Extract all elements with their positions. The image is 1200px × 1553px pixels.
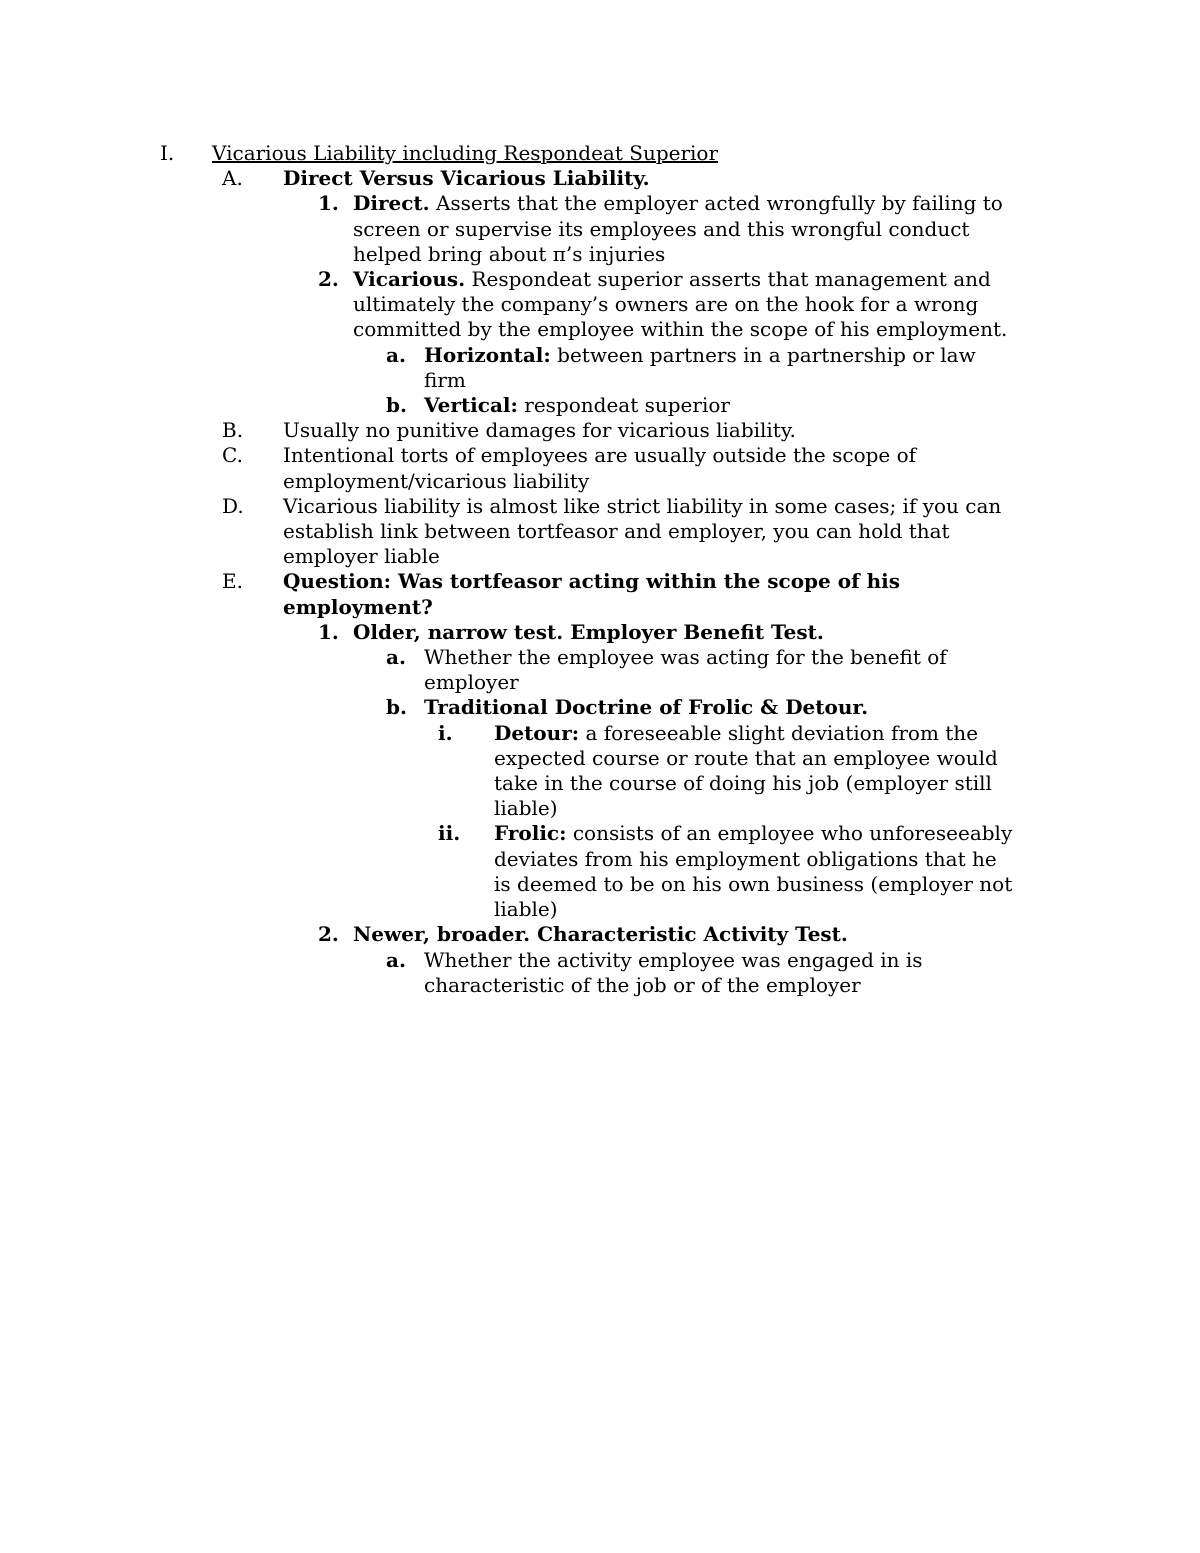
term: Frolic: [494,821,567,846]
text-line: helped bring about π’s injuries [353,241,666,266]
text-line: Whether the activity employee was engaged in is [424,947,923,972]
outline-line [0,469,1200,494]
text-line: Asserts that the employer acted wrongfully by failing to [429,191,1003,216]
outline-line [0,292,1200,317]
outline-item-E1bi [0,721,1200,746]
outline-line [0,317,1200,342]
section-title: Vicarious Liability including Respondeat Superior [212,141,719,165]
term: Detour: [494,720,580,745]
outline-line [0,242,1200,267]
outline-line [0,796,1200,821]
outline-label: b. [386,393,407,418]
test-title: Newer, broader. Characteristic Activity Test. [353,922,848,947]
outline-item-E1 [0,620,1200,645]
text-line: liable) [494,897,558,922]
outline-label: a. [386,645,406,670]
text-line: liable) [494,796,558,821]
outline-item-E1a [0,645,1200,670]
doctrine-title: Traditional Doctrine of Frolic & Detour. [424,695,869,720]
text-line: a foreseeable slight deviation from the [579,720,979,745]
text-line: is deemed to be on his own business (employer not [494,871,1013,896]
outline-item-D [0,494,1200,519]
outline-line [0,595,1200,620]
text-line: ultimately the company’s owners are on the hook for a wrong [353,292,979,317]
outline-label: D. [222,493,244,518]
outline-label: I. [160,141,175,165]
outline-item-A2b [0,393,1200,418]
term: Vicarious. [353,267,466,292]
text-line: establish link between tortfeasor and employer, you can hold that [283,519,950,544]
outline-item-E2a [0,948,1200,973]
text-line: firm [424,367,466,392]
outline-label: 1. [318,619,339,644]
text-line: take in the course of doing his job (employer still [494,771,992,796]
text-line: Usually no punitive damages for vicarious liability. [283,418,796,443]
outline-item-E1bii [0,821,1200,846]
term: Direct. [353,191,430,216]
outline-label: E. [222,569,243,594]
question-text: employment? [283,594,433,619]
term: Horizontal: [424,342,551,367]
outline-item-B [0,418,1200,443]
text-line: employer [424,670,519,695]
text-line: expected course or route that an employee would [494,745,998,770]
text-line: Intentional torts of employees are usually outside the scope of [283,443,917,468]
outline-label: b. [386,695,407,720]
text-line: employment/vicarious liability [283,468,590,493]
text-line: between partners in a partnership or law [550,342,976,367]
outline-item-A [0,166,1200,191]
outline-item-C [0,443,1200,468]
outline-line [0,368,1200,393]
text-line: Vicarious liability is almost like strict liability in some cases; if you can [283,493,1002,518]
outline-line [0,519,1200,544]
outline-line [0,872,1200,897]
outline-line [0,897,1200,922]
outline-item-A2 [0,267,1200,292]
text-line: deviates from his employment obligations that he [494,846,997,871]
text-line: characteristic of the job or of the employer [424,972,861,997]
text-line: screen or supervise its employees and this wrongful conduct [353,216,970,241]
outline-item-A2a [0,343,1200,368]
outline-line [0,217,1200,242]
outline-label: A. [222,166,243,191]
text-line: employer liable [283,544,440,569]
outline-item-I [0,141,1200,166]
outline-line [0,746,1200,771]
question-text: Question: Was tortfeasor acting within the scope of his [283,569,901,594]
outline-line [0,544,1200,569]
outline [0,141,1200,998]
outline-item-E [0,569,1200,594]
text-line: consists of an employee who unforeseeably [566,821,1013,846]
outline-line [0,847,1200,872]
outline-item-A1 [0,191,1200,216]
term: Vertical: [424,393,518,418]
text-line: Whether the employee was acting for the benefit of [424,645,947,670]
outline-label: 2. [318,922,339,947]
outline-item-E1b [0,695,1200,720]
outline-label: 1. [318,191,339,216]
text-line: respondeat superior [517,393,730,418]
outline-label: i. [438,720,453,745]
outline-item-E2 [0,922,1200,947]
text-line: Respondeat superior asserts that management and [465,267,991,292]
outline-label: ii. [438,821,461,846]
outline-label: a. [386,947,406,972]
subsection-title: Direct Versus Vicarious Liability. [283,166,650,191]
outline-label: 2. [318,267,339,292]
text-line: committed by the employee within the scope of his employment. [353,317,1008,342]
outline-label: B. [222,418,244,443]
outline-line [0,973,1200,998]
outline-line [0,670,1200,695]
outline-label: C. [222,443,243,468]
outline-label: a. [386,342,406,367]
outline-line [0,771,1200,796]
test-title: Older, narrow test. Employer Benefit Test. [353,619,824,644]
